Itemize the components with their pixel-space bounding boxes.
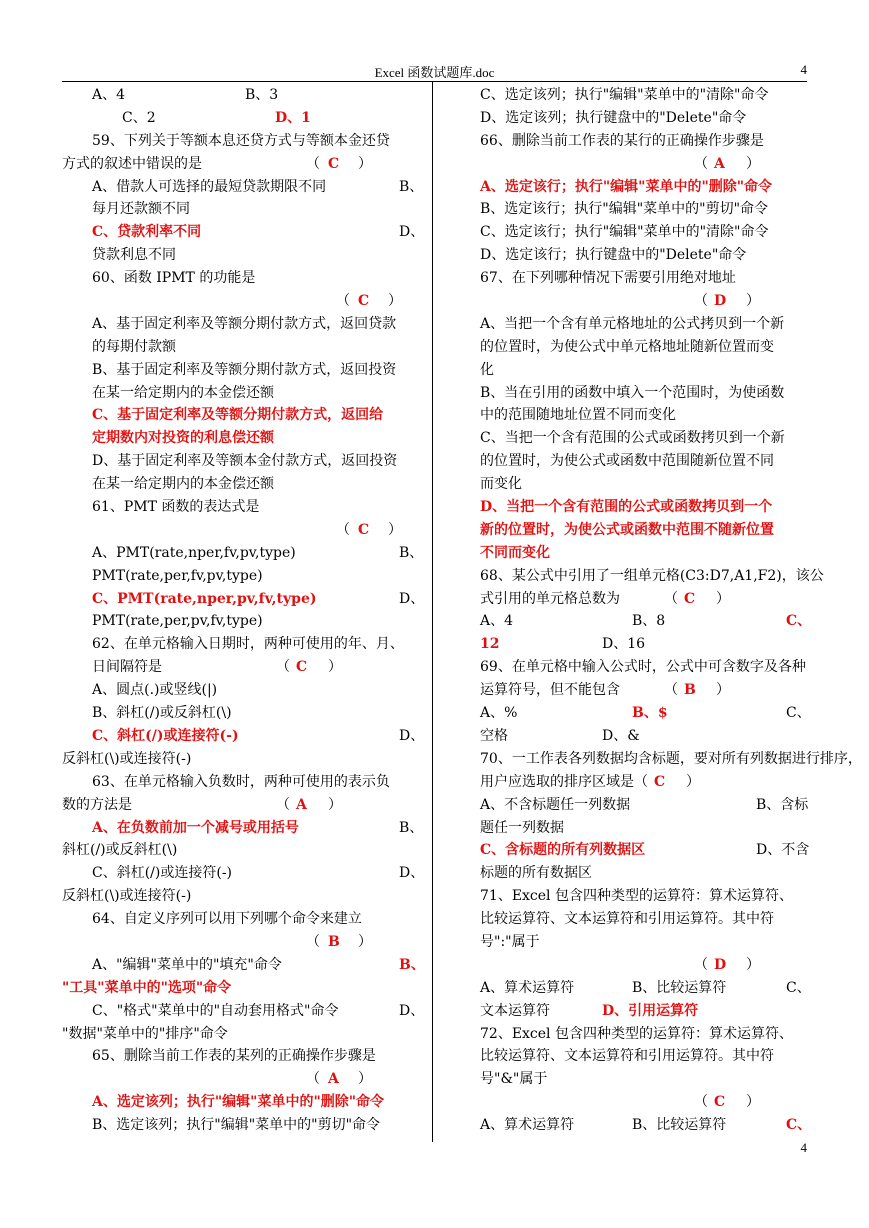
line-text: C、选定该列；执行"编辑"菜单中的"清除"命令: [480, 87, 769, 103]
line-text: ）: [716, 590, 730, 607]
answer-text: B: [684, 682, 696, 699]
line-text: 号":"属于: [480, 933, 540, 950]
line-text: 贷款利息不同: [92, 247, 176, 264]
answer-text: A、选定该行；执行"编辑"菜单中的"删除"命令: [480, 178, 773, 195]
text-line: [62, 1114, 420, 1137]
line-text: A、算术运算符: [480, 979, 575, 996]
line-text: ）: [358, 1071, 372, 1088]
line-text: 的每期付款额: [92, 338, 176, 355]
text-line: [480, 313, 808, 336]
answer-text: A: [714, 155, 725, 172]
column-divider: [432, 82, 433, 1142]
text-line: [62, 748, 420, 771]
line-text: 64、自定义序列可以用下列哪个命令来建立: [92, 911, 362, 928]
text-line: [62, 496, 420, 519]
answer-text: "工具"菜单中的"选项"命令: [62, 979, 232, 996]
text-line: [480, 1045, 808, 1068]
answer-text: C: [328, 155, 340, 172]
line-text: （: [694, 1094, 708, 1111]
line-text: C、"格式"菜单中的"自动套用格式"命令: [92, 1002, 339, 1019]
line-text: D、选定该列；执行键盘中的"Delete"命令: [480, 109, 747, 126]
line-text: A、借款人可选择的最短贷款期限不同: [92, 178, 327, 195]
text-line: [62, 244, 420, 267]
text-line: [62, 1045, 420, 1068]
line-text: 题任一列数据: [480, 819, 564, 836]
text-line: [480, 450, 808, 473]
line-text: B、基于固定利率及等额分期付款方式，返回投资: [92, 361, 397, 378]
line-text: （: [306, 933, 320, 950]
line-text: A、圆点(.)或竖线(|): [92, 682, 218, 699]
page-header: [0, 62, 869, 82]
line-text: B、: [399, 819, 424, 836]
line-text: 化: [480, 361, 494, 378]
line-text: ）: [358, 155, 372, 172]
line-text: 在某一给定期内的本金偿还额: [92, 384, 274, 401]
text-line: [62, 542, 424, 565]
line-text: A、不含标题任一列数据: [480, 796, 631, 813]
answer-text: C、贷款利率不同: [92, 224, 202, 241]
answer-text: D、引用运算符: [602, 1002, 699, 1019]
answer-text: A: [328, 1071, 339, 1088]
text-line: [480, 794, 808, 817]
text-line: [62, 588, 425, 611]
line-text: 的位置时，为使公式或函数中范围随新位置不同: [480, 453, 774, 470]
text-line: [62, 336, 420, 359]
text-line: [480, 633, 808, 656]
line-text: C、: [786, 979, 811, 996]
line-text: （: [306, 1071, 320, 1088]
answer-text: 新的位置时，为使公式或函数中范围不随新位置: [480, 521, 774, 538]
text-line: [480, 267, 808, 290]
line-text: "数据"菜单中的"排序"命令: [62, 1025, 228, 1042]
text-line: [62, 176, 424, 199]
answer-text: C、: [786, 1117, 812, 1134]
text-line: [480, 931, 808, 954]
text-line: [62, 839, 420, 862]
line-text: 反斜杠(\)或连接符(-): [62, 888, 192, 905]
right-column: [480, 84, 862, 1137]
text-line: [62, 702, 420, 725]
answer-text: B、$: [632, 705, 668, 722]
line-text: A、算术运算符: [480, 1117, 575, 1134]
line-text: （: [306, 155, 320, 172]
line-text: ）: [746, 1094, 760, 1111]
line-text: 用户应选取的排序区域是: [480, 773, 634, 790]
line-text: C、选定该行；执行"编辑"菜单中的"清除"命令: [480, 224, 769, 241]
text-line: [480, 908, 808, 931]
line-text: 数的方法是: [62, 796, 132, 813]
text-line: [62, 130, 420, 153]
line-text: （: [694, 956, 708, 973]
text-line: [62, 153, 420, 176]
answer-text: 定期数内对投资的利息偿还额: [92, 430, 274, 447]
text-line: [480, 519, 808, 542]
answer-text: D、当把一个含有范围的公式或函数拷贝到一个: [480, 499, 773, 516]
line-text: ）: [746, 155, 760, 172]
text-line: [480, 679, 808, 702]
footer-page-number: 4: [800, 1140, 807, 1155]
text-line: [62, 519, 420, 542]
text-line: [62, 565, 420, 588]
text-line: [62, 794, 420, 817]
text-line: [480, 1068, 808, 1091]
line-text: 61、PMT 函数的表达式是: [92, 499, 260, 516]
line-text: 70、一工作表各列数据均含标题，要对所有列数据进行排序，: [480, 750, 862, 767]
line-text: D、&: [602, 727, 640, 744]
line-text: 71、Excel 包含四种类型的运算符：算术运算符、: [480, 888, 793, 905]
line-text: 每月还款额不同: [92, 201, 190, 218]
line-text: A、基于固定利率及等额分期付款方式，返回贷款: [92, 315, 397, 332]
line-text: ）: [328, 796, 342, 813]
text-line: [62, 313, 420, 336]
line-text: ）: [358, 933, 372, 950]
text-line: [480, 130, 808, 153]
text-line: [480, 359, 808, 382]
text-line: [480, 1114, 812, 1137]
answer-text: D: [714, 956, 727, 973]
text-line: [480, 954, 808, 977]
line-text: B、含标: [756, 796, 809, 813]
text-line: [62, 198, 420, 221]
text-line: [480, 107, 808, 130]
answer-text: C、斜杠(/)或连接符(-): [92, 727, 239, 744]
text-line: [62, 221, 425, 244]
line-text: B、选定该列；执行"编辑"菜单中的"剪切"命令: [92, 1117, 381, 1134]
line-text: A、%: [480, 705, 518, 722]
line-text: B、8: [632, 613, 666, 630]
line-text: 72、Excel 包含四种类型的运算符：算术运算符、: [480, 1025, 793, 1042]
line-text: A、当把一个含有单元格地址的公式拷贝到一个新: [480, 315, 785, 332]
line-text: D、: [399, 727, 425, 744]
text-line: [62, 1000, 425, 1023]
answer-text: C: [654, 773, 666, 790]
line-text: B、比较运算符: [632, 1117, 727, 1134]
line-text: D、: [399, 224, 425, 241]
line-text: C、斜杠(/)或连接符(-): [92, 865, 233, 882]
answer-text: C、基于固定利率及等额分期付款方式，返回给: [92, 407, 384, 424]
text-line: [62, 290, 420, 313]
text-line: [62, 359, 420, 382]
text-line: [480, 1023, 808, 1046]
text-line: [480, 542, 808, 565]
text-line: [62, 610, 420, 633]
line-text: PMT(rate,per,pv,fv,type): [92, 613, 263, 630]
text-line: [62, 1091, 420, 1114]
text-line: [62, 1068, 420, 1091]
document-title: Excel 函数试题库.doc: [374, 65, 495, 80]
answer-text: C: [358, 293, 370, 310]
text-line: [62, 725, 425, 748]
text-line: [480, 153, 808, 176]
line-text: 66、删除当前工作表的某行的正确操作步骤是: [480, 132, 764, 149]
text-line: [480, 336, 808, 359]
answer-text: C、PMT(rate,nper,pv,fv,type): [92, 590, 317, 607]
answer-text: C: [296, 659, 308, 676]
line-text: D、基于固定利率及等额本金付款方式，返回投资: [92, 453, 398, 470]
text-line: [480, 290, 808, 313]
left-column: [62, 84, 425, 1137]
text-line: [480, 1091, 808, 1114]
answer-text: C: [714, 1094, 726, 1111]
text-line: [62, 931, 420, 954]
text-line: [62, 107, 420, 130]
text-line: [62, 404, 420, 427]
text-line: [480, 725, 808, 748]
line-text: A、"编辑"菜单中的"填充"命令: [92, 956, 282, 973]
text-line: [480, 84, 808, 107]
line-text: ）: [686, 773, 700, 790]
text-line: [62, 885, 420, 908]
text-line: [480, 862, 808, 885]
line-text: A、PMT(rate,nper,fv,pv,type): [92, 544, 296, 561]
text-line: [480, 244, 808, 267]
text-line: [62, 656, 420, 679]
line-text: 比较运算符、文本运算符和引用运算符。其中符: [480, 911, 774, 928]
text-line: [62, 908, 420, 931]
answer-text: C: [684, 590, 696, 607]
line-text: B、: [399, 544, 424, 561]
line-text: 斜杠(/)或反斜杠(\): [62, 842, 178, 859]
answer-text: A、在负数前加一个减号或用括号: [92, 819, 299, 836]
text-line: [62, 450, 420, 473]
text-line: [480, 771, 808, 794]
text-line: [480, 221, 808, 244]
text-line: [480, 839, 808, 862]
answer-text: 12: [480, 636, 500, 653]
text-line: [62, 382, 420, 405]
text-line: [62, 427, 420, 450]
line-text: D、: [399, 1002, 425, 1019]
header-page-number: 4: [800, 62, 807, 77]
line-text: B、斜杠(/)或反斜杠(\): [92, 705, 232, 722]
text-line: [480, 977, 811, 1000]
line-text: 60、函数 IPMT 的功能是: [92, 270, 256, 287]
answer-text: D: [714, 293, 727, 310]
line-text: （: [694, 155, 708, 172]
text-line: [480, 427, 808, 450]
line-text: （: [276, 796, 290, 813]
answer-text: A、选定该列；执行"编辑"菜单中的"删除"命令: [92, 1094, 385, 1111]
answer-text: C: [358, 521, 370, 538]
line-text: 号"&"属于: [480, 1071, 548, 1088]
text-line: [480, 198, 808, 221]
text-line: [480, 702, 811, 725]
text-line: [62, 633, 420, 656]
answer-text: 不同而变化: [480, 544, 550, 561]
text-line: [62, 817, 424, 840]
line-text: （: [276, 659, 290, 676]
line-text: B、: [399, 178, 424, 195]
line-text: （: [336, 293, 350, 310]
line-text: ）: [328, 659, 342, 676]
text-line: [62, 977, 420, 1000]
line-text: （: [634, 773, 648, 790]
text-line: [62, 771, 420, 794]
text-line: [62, 862, 425, 885]
text-line: [62, 1023, 420, 1046]
text-line: [480, 1000, 808, 1023]
answer-text: A: [296, 796, 307, 813]
line-text: 反斜杠(\)或连接符(-): [62, 750, 192, 767]
line-text: （: [664, 590, 678, 607]
line-text: ）: [388, 293, 402, 310]
line-text: A、4: [480, 613, 514, 630]
line-text: （: [664, 682, 678, 699]
line-text: ）: [716, 682, 730, 699]
text-line: [480, 404, 808, 427]
line-text: 65、删除当前工作表的某列的正确操作步骤是: [92, 1048, 376, 1065]
answer-text: D、1: [275, 109, 311, 126]
line-text: 63、在单元格输入负数时，两种可使用的表示负: [92, 773, 390, 790]
line-text: 文本运算符: [480, 1002, 550, 1019]
line-text: C、: [786, 705, 811, 722]
line-text: D、: [399, 590, 425, 607]
line-text: B、3: [245, 87, 279, 103]
text-line: [62, 679, 420, 702]
line-text: D、16: [602, 636, 646, 653]
text-line: [480, 382, 808, 405]
line-text: （: [694, 293, 708, 310]
text-line: [62, 84, 420, 107]
text-line: [62, 267, 420, 290]
line-text: B、选定该行；执行"编辑"菜单中的"剪切"命令: [480, 201, 769, 218]
line-text: D、不含: [756, 842, 810, 859]
text-line: [62, 954, 425, 977]
line-text: 式引用的单元格总数为: [480, 590, 620, 607]
line-text: PMT(rate,per,fv,pv,type): [92, 567, 263, 584]
text-line: [480, 588, 808, 611]
line-text: 59、下列关于等额本息还贷方式与等额本金还贷: [92, 132, 390, 149]
text-line: [480, 656, 808, 679]
line-text: 中的范围随地址位置不同而变化: [480, 407, 676, 424]
line-text: 日间隔符是: [92, 659, 162, 676]
text-line: [480, 885, 808, 908]
answer-text: C、: [786, 613, 812, 630]
text-line: [480, 496, 808, 519]
line-text: B、当在引用的函数中填入一个范围时，为使函数: [480, 384, 785, 401]
line-text: 68、某公式中引用了一组单元格(C3:D7,A1,F2)，该公: [480, 567, 824, 584]
answer-text: C、含标题的所有列数据区: [480, 842, 646, 859]
answer-text: B: [328, 933, 340, 950]
text-line: [480, 817, 808, 840]
line-text: ）: [746, 956, 760, 973]
line-text: ）: [746, 293, 760, 310]
text-line: [480, 748, 862, 771]
answer-text: B、: [399, 956, 425, 973]
line-text: D、: [399, 865, 425, 882]
text-line: [480, 176, 808, 199]
line-text: C、当把一个含有范围的公式或函数拷贝到一个新: [480, 430, 785, 447]
header-rule: [62, 81, 807, 82]
line-text: ）: [388, 521, 402, 538]
line-text: 标题的所有数据区: [480, 865, 592, 882]
text-line: [480, 610, 812, 633]
line-text: D、选定该行；执行键盘中的"Delete"命令: [480, 247, 747, 264]
line-text: 62、在单元格输入日期时，两种可使用的年、月、: [92, 636, 404, 653]
line-text: 69、在单元格中输入公式时，公式中可含数字及各种: [480, 659, 806, 676]
line-text: A、4: [92, 87, 126, 103]
text-line: [480, 565, 824, 588]
line-text: 方式的叙述中错误的是: [62, 155, 202, 172]
line-text: 比较运算符、文本运算符和引用运算符。其中符: [480, 1048, 774, 1065]
text-line: [62, 473, 420, 496]
line-text: （: [336, 521, 350, 538]
line-text: 67、在下列哪种情况下需要引用绝对地址: [480, 270, 736, 287]
line-text: 而变化: [480, 476, 522, 493]
text-line: [480, 473, 808, 496]
line-text: C、2: [122, 109, 156, 126]
line-text: B、比较运算符: [632, 979, 727, 996]
line-text: 在某一给定期内的本金偿还额: [92, 476, 274, 493]
line-text: 运算符号，但不能包含: [480, 682, 620, 699]
line-text: 空格: [480, 727, 508, 744]
line-text: 的位置时，为使公式中单元格地址随新位置而变: [480, 338, 774, 355]
